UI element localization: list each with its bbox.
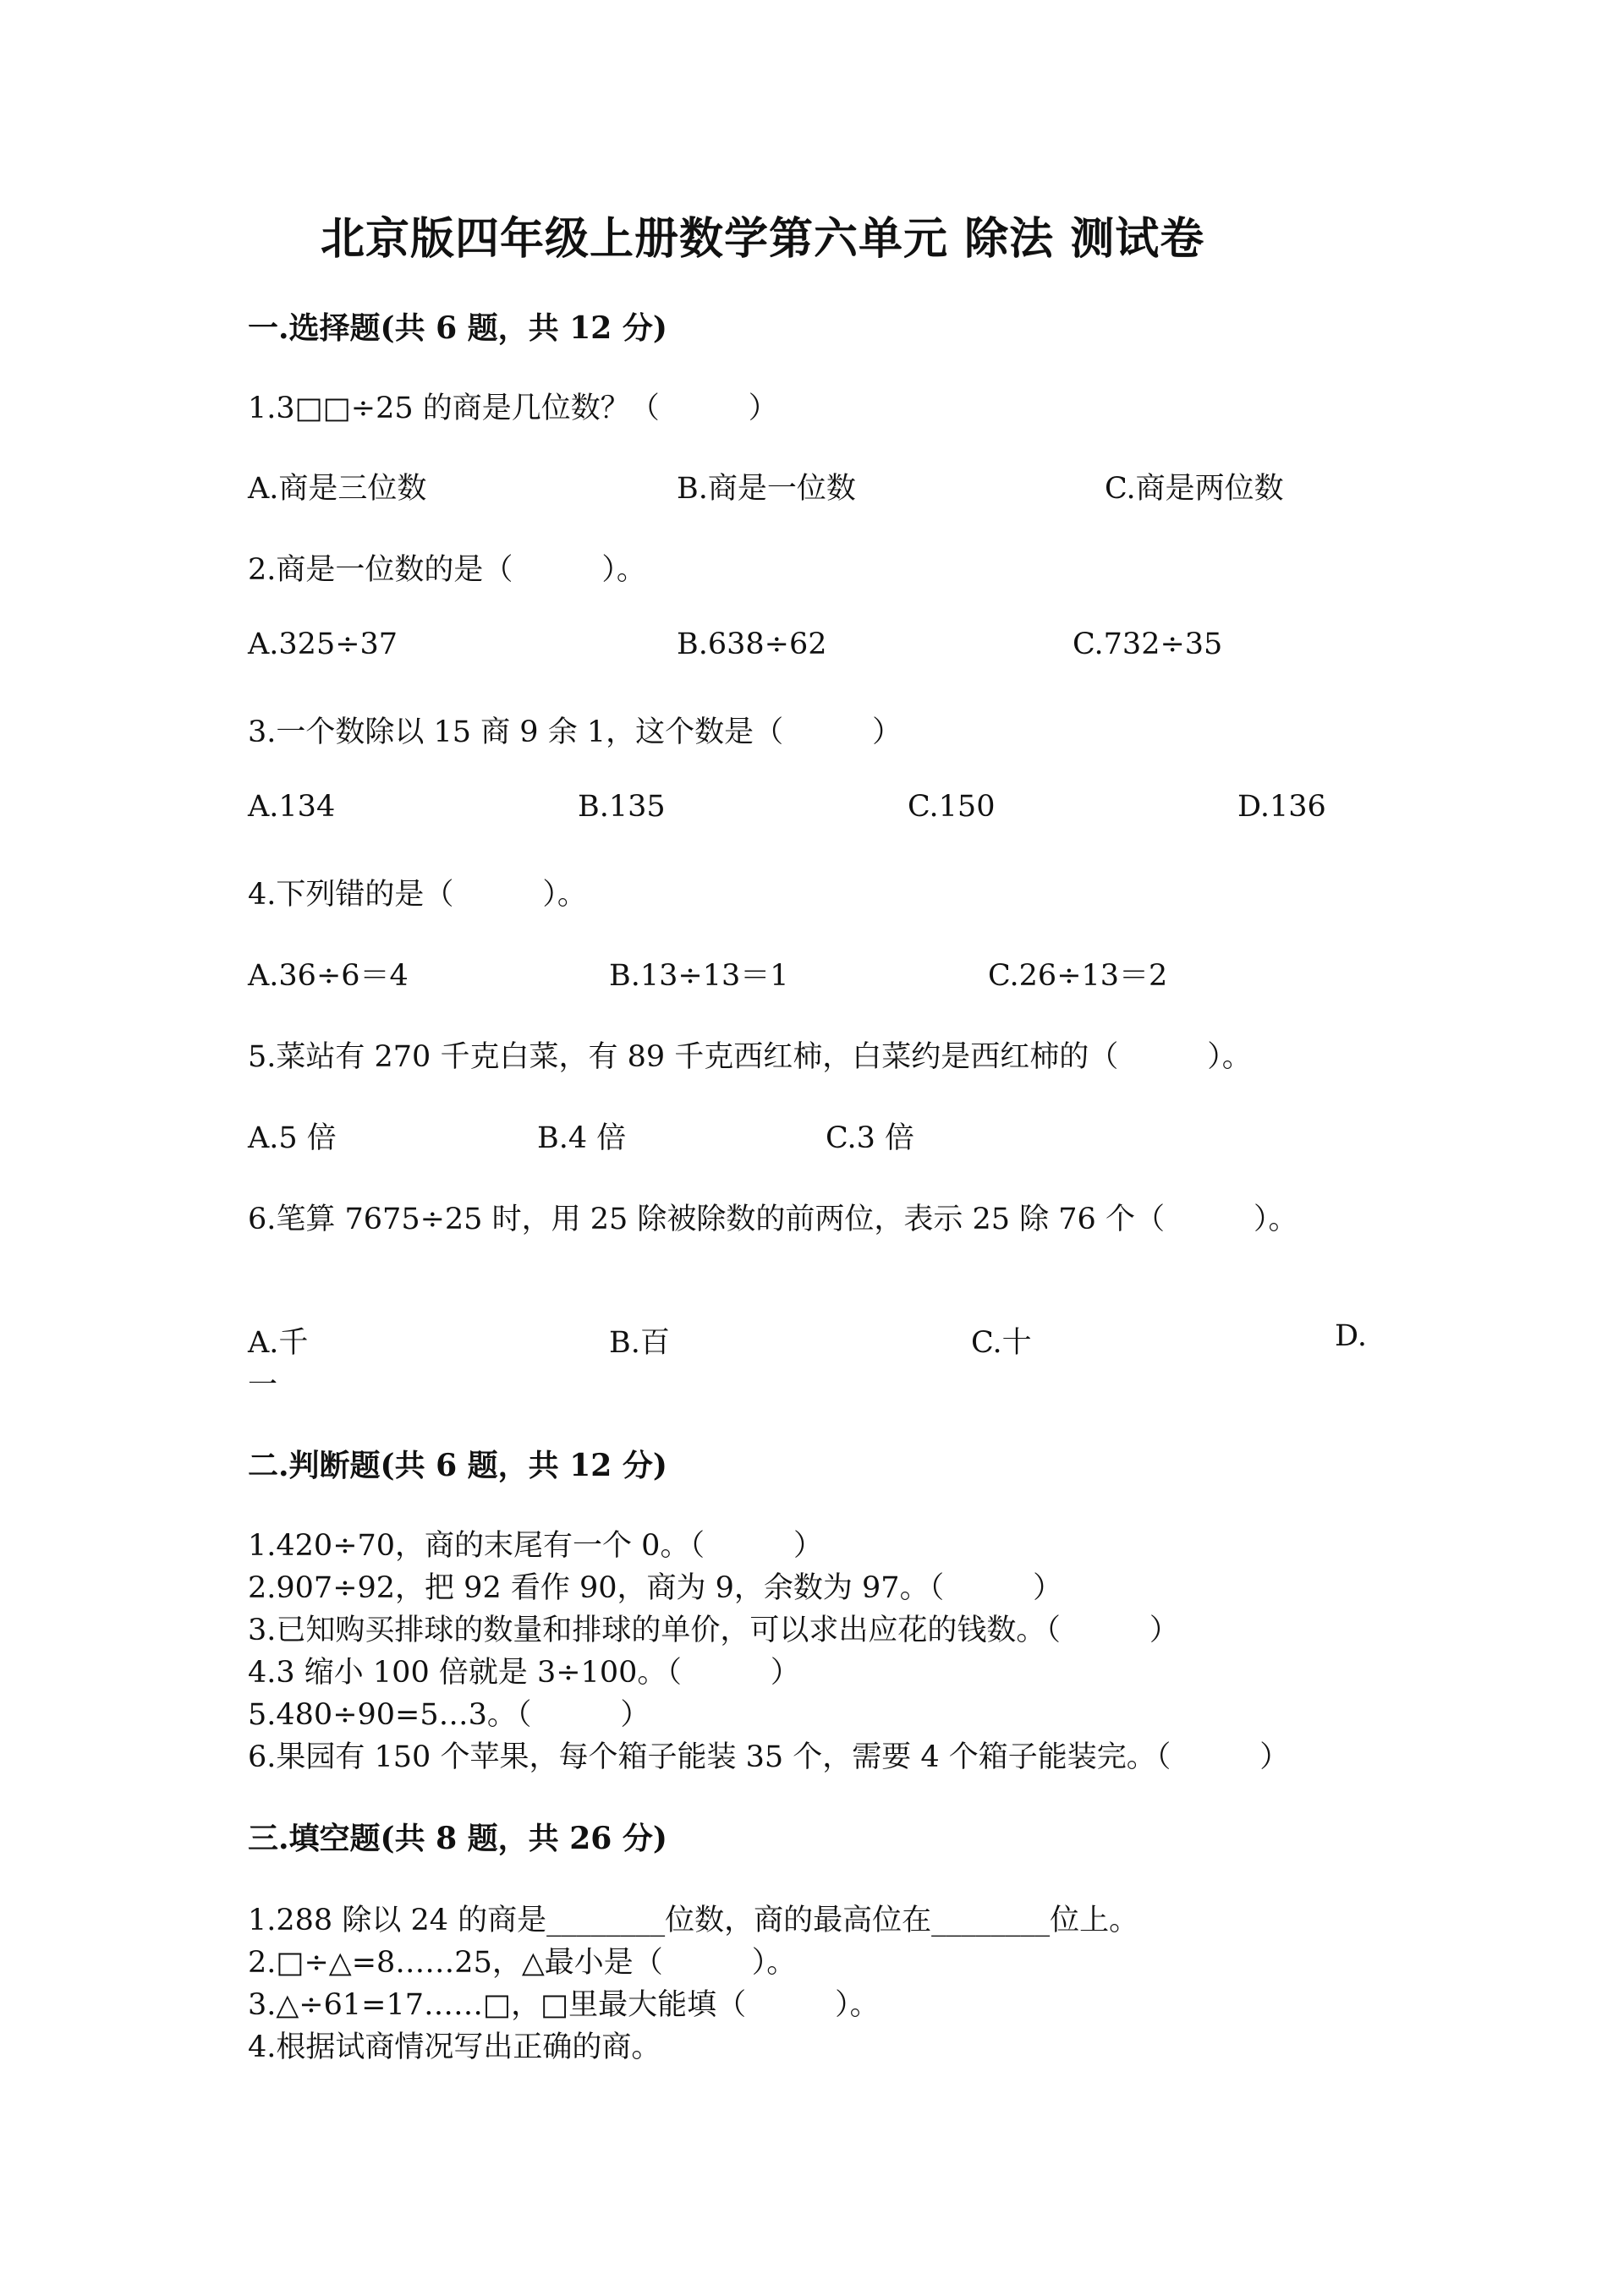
option-a: A.36÷6＝4 bbox=[248, 959, 409, 993]
option-c: C.十 bbox=[971, 1326, 1032, 1360]
judgment-question-2: 2.907÷92，把 92 看作 90，商为 9，余数为 97。（ ） bbox=[248, 1571, 1063, 1605]
section-heading-judgment: 二.判断题(共 6 题，共 12 分) bbox=[248, 1448, 667, 1483]
option-a: A.325÷37 bbox=[248, 627, 398, 661]
option-d: D.136 bbox=[1237, 790, 1326, 824]
option-c: C.3 倍 bbox=[826, 1121, 915, 1155]
option-b: B.13÷13＝1 bbox=[609, 959, 789, 993]
option-b: B.商是一位数 bbox=[677, 472, 856, 506]
option-d-wrapped-text: 一 bbox=[248, 1368, 278, 1402]
option-a: A.商是三位数 bbox=[248, 472, 427, 506]
judgment-question-5: 5.480÷90=5…3。（ ） bbox=[248, 1698, 650, 1732]
fill-question-3: 3.△÷61=17……□，□里最大能填（ ）。 bbox=[248, 1988, 880, 2022]
question-6: 6.笔算 7675÷25 时，用 25 除被除数的前两位，表示 25 除 76 个（ ）。 bbox=[248, 1203, 1298, 1236]
option-a: A.千 bbox=[248, 1326, 309, 1360]
option-d: D. bbox=[1335, 1319, 1367, 1353]
fill-question-2: 2.□÷△=8……25，△最小是（ ）。 bbox=[248, 1946, 797, 1980]
option-b: B.百 bbox=[609, 1326, 670, 1360]
question-1: 1.3□□÷25 的商是几位数？（ ） bbox=[248, 392, 778, 425]
question-5: 5.菜站有 270 千克白菜，有 89 千克西红柿，白菜约是西红柿的（ ）。 bbox=[248, 1040, 1252, 1074]
judgment-question-4: 4.3 缩小 100 倍就是 3÷100。（ ） bbox=[248, 1656, 800, 1690]
option-a: A.5 倍 bbox=[248, 1121, 337, 1155]
fill-question-1: 1.288 除以 24 的商是________位数，商的最高位在________位上。 bbox=[248, 1904, 1139, 1937]
judgment-question-6: 6.果园有 150 个苹果，每个箱子能装 35 个，需要 4 个箱子能装完。（ ） bbox=[248, 1740, 1290, 1774]
option-b: B.638÷62 bbox=[677, 627, 827, 661]
question-4: 4.下列错的是（ ）。 bbox=[248, 878, 587, 912]
section-heading-fill: 三.填空题(共 8 题，共 26 分) bbox=[248, 1821, 667, 1856]
option-b: B.135 bbox=[578, 790, 666, 824]
judgment-question-3: 3.已知购买排球的数量和排球的单价，可以求出应花的钱数。（ ） bbox=[248, 1614, 1179, 1647]
option-c: C.732÷35 bbox=[1073, 627, 1223, 661]
option-a: A.134 bbox=[248, 790, 336, 824]
page-title: 北京版四年级上册数学第六单元 除法 测试卷 bbox=[321, 213, 1205, 265]
option-b: B.4 倍 bbox=[537, 1121, 627, 1155]
question-2: 2.商是一位数的是（ ）。 bbox=[248, 553, 646, 587]
option-c: C.150 bbox=[908, 790, 996, 824]
question-3: 3.一个数除以 15 商 9 余 1，这个数是（ ） bbox=[248, 715, 903, 749]
fill-question-4: 4.根据试商情况写出正确的商。 bbox=[248, 2030, 661, 2064]
judgment-question-1: 1.420÷70，商的末尾有一个 0。（ ） bbox=[248, 1529, 823, 1563]
option-c: C.商是两位数 bbox=[1105, 472, 1284, 506]
option-c: C.26÷13＝2 bbox=[988, 959, 1168, 993]
section-heading-choice: 一.选择题(共 6 题，共 12 分) bbox=[248, 310, 667, 346]
